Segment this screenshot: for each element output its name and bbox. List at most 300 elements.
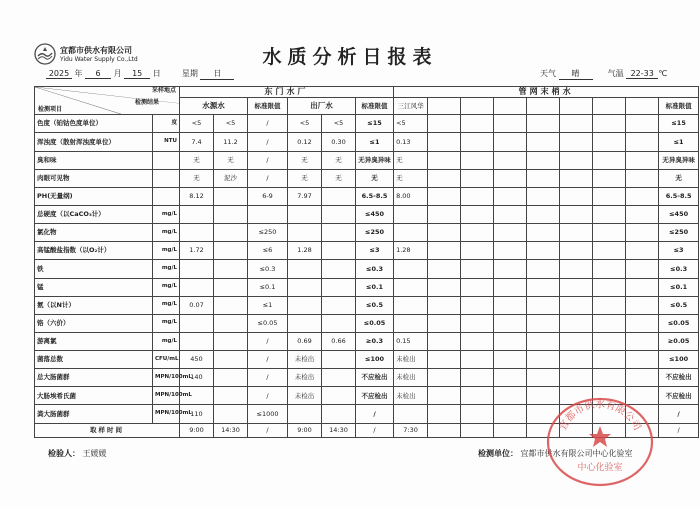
network-empty-cell bbox=[626, 314, 659, 332]
network-std: 无异臭异味 bbox=[659, 151, 699, 169]
plant-header: 东门水厂 bbox=[180, 87, 394, 98]
network-empty-cell bbox=[494, 387, 527, 405]
network-empty-cell bbox=[461, 314, 494, 332]
official-seal-stamp bbox=[541, 390, 659, 488]
item-name: 色度（铂钴色度单位） bbox=[35, 115, 153, 133]
network-empty-cell bbox=[494, 187, 527, 205]
table-row bbox=[35, 278, 699, 296]
table-row bbox=[35, 351, 699, 369]
std-header: 标准限值 bbox=[248, 98, 288, 115]
table-row bbox=[35, 242, 699, 260]
company-name-en: Yidu Water Supply Co.,Ltd bbox=[60, 56, 138, 63]
source-value-1: 无 bbox=[180, 169, 214, 187]
source-std: / bbox=[248, 151, 288, 169]
outlet-value-2 bbox=[322, 296, 356, 314]
source-value-2 bbox=[214, 260, 248, 278]
network-std: ≥0.05 bbox=[659, 332, 699, 350]
network-empty-cell bbox=[494, 133, 527, 151]
outlet-value-2 bbox=[322, 369, 356, 387]
outlet-std: ≤100 bbox=[356, 351, 394, 369]
outlet-value-1: 0.69 bbox=[288, 332, 322, 350]
item-unit bbox=[153, 187, 180, 205]
network-value-1: 8.00 bbox=[394, 187, 428, 205]
network-empty-cell bbox=[494, 405, 527, 423]
network-empty-cell bbox=[560, 242, 593, 260]
network-empty-cell bbox=[527, 369, 560, 387]
stamp-arc-text: 宜都市供水有限公司 bbox=[557, 399, 643, 433]
outlet-value-1: <5 bbox=[288, 115, 322, 133]
network-std: ≤1 bbox=[659, 133, 699, 151]
network-empty-cell bbox=[494, 224, 527, 242]
item-name: 菌落总数 bbox=[35, 351, 153, 369]
network-empty-cell bbox=[428, 314, 461, 332]
network-empty-cell bbox=[593, 115, 626, 133]
network-empty-cell bbox=[626, 351, 659, 369]
year-value: 2025 bbox=[46, 69, 72, 79]
network-empty-cell bbox=[527, 133, 560, 151]
table-row bbox=[35, 169, 699, 187]
date-line bbox=[46, 68, 234, 80]
item-unit: MPN/100mL bbox=[153, 405, 180, 423]
report-title: 水质分析日报表 bbox=[262, 46, 438, 68]
network-std: ≤0.1 bbox=[659, 278, 699, 296]
table-row bbox=[35, 260, 699, 278]
network-empty-cell bbox=[626, 169, 659, 187]
outlet-value-1: 1.28 bbox=[288, 242, 322, 260]
outlet-value-1: 无 bbox=[288, 151, 322, 169]
network-empty-cell bbox=[428, 133, 461, 151]
source-value-2 bbox=[214, 387, 248, 405]
network-empty-cell bbox=[560, 351, 593, 369]
network-empty-cell bbox=[461, 187, 494, 205]
table-row bbox=[35, 314, 699, 332]
day-label: 日 bbox=[152, 69, 161, 78]
network-empty-cell bbox=[428, 169, 461, 187]
table-row bbox=[35, 224, 699, 242]
source-value-2: 泥沙 bbox=[214, 169, 248, 187]
network-empty-cell bbox=[428, 296, 461, 314]
network-empty-cell bbox=[626, 332, 659, 350]
network-empty-cell bbox=[593, 205, 626, 223]
network-empty-cell bbox=[527, 187, 560, 205]
lab-label: 检测单位： bbox=[478, 449, 518, 458]
network-empty-cell bbox=[494, 351, 527, 369]
network-empty-cell bbox=[593, 151, 626, 169]
network-value-1: <5 bbox=[394, 115, 428, 133]
outlet-value-1 bbox=[288, 205, 322, 223]
site-header: 三江风华 bbox=[394, 98, 428, 115]
item-unit bbox=[153, 151, 180, 169]
source-value-2 bbox=[214, 351, 248, 369]
table-row bbox=[35, 187, 699, 205]
outlet-value-2 bbox=[322, 387, 356, 405]
corner-header bbox=[35, 87, 180, 115]
network-std: ≤250 bbox=[659, 224, 699, 242]
network-empty-cell bbox=[626, 369, 659, 387]
network-empty-cell bbox=[494, 260, 527, 278]
outlet-std: ≤250 bbox=[356, 224, 394, 242]
item-name: 铁 bbox=[35, 260, 153, 278]
item-name: 游离氯 bbox=[35, 332, 153, 350]
source-std: / bbox=[248, 351, 288, 369]
network-std: / bbox=[659, 405, 699, 423]
outlet-std: ≤0.05 bbox=[356, 314, 394, 332]
item-unit: MPN/100mL bbox=[153, 369, 180, 387]
source-header: 水源水 bbox=[180, 98, 248, 115]
outlet-std: ≤1 bbox=[356, 133, 394, 151]
outlet-std: ≤0.1 bbox=[356, 278, 394, 296]
network-empty-cell bbox=[461, 115, 494, 133]
std-header: 标准限值 bbox=[659, 98, 699, 115]
network-value-1: 未检出 bbox=[394, 387, 428, 405]
network-empty-cell bbox=[461, 151, 494, 169]
table-row bbox=[35, 133, 699, 151]
outlet-value-2 bbox=[322, 205, 356, 223]
network-empty-cell bbox=[428, 187, 461, 205]
network-empty-cell bbox=[527, 332, 560, 350]
source-std: / bbox=[248, 169, 288, 187]
network-empty-cell bbox=[626, 133, 659, 151]
outlet-std: 不应检出 bbox=[356, 387, 394, 405]
item-unit: mg/L bbox=[153, 296, 180, 314]
outlet-value-1 bbox=[288, 278, 322, 296]
source-value-1 bbox=[180, 278, 214, 296]
network-std: ≤0.5 bbox=[659, 296, 699, 314]
stamp-star-icon bbox=[589, 426, 611, 447]
source-std: / bbox=[248, 332, 288, 350]
water-quality-table bbox=[34, 86, 699, 438]
network-value-1 bbox=[394, 314, 428, 332]
outlet-value-2 bbox=[322, 351, 356, 369]
network-value-1: 0.15 bbox=[394, 332, 428, 350]
network-empty-cell bbox=[527, 205, 560, 223]
source-std: / bbox=[248, 133, 288, 151]
network-value-1 bbox=[394, 296, 428, 314]
item-name: 臭和味 bbox=[35, 151, 153, 169]
month-label: 月 bbox=[113, 69, 122, 78]
network-empty-cell bbox=[593, 187, 626, 205]
network-std: ≤450 bbox=[659, 205, 699, 223]
source-value-1: 0.07 bbox=[180, 296, 214, 314]
network-empty-cell bbox=[428, 369, 461, 387]
network-empty-cell bbox=[428, 224, 461, 242]
network-empty-cell bbox=[494, 314, 527, 332]
source-std: ≤0.3 bbox=[248, 260, 288, 278]
network-empty-cell bbox=[461, 405, 494, 423]
network-empty-cell bbox=[593, 169, 626, 187]
item-unit bbox=[153, 169, 180, 187]
day-value: 15 bbox=[124, 69, 150, 79]
time-outlet-2: 14:30 bbox=[322, 423, 356, 437]
outlet-value-1: 0.12 bbox=[288, 133, 322, 151]
network-empty-cell bbox=[560, 205, 593, 223]
source-value-1: 1.72 bbox=[180, 242, 214, 260]
outlet-value-1 bbox=[288, 405, 322, 423]
source-value-1: 8.12 bbox=[180, 187, 214, 205]
network-empty-cell bbox=[494, 278, 527, 296]
item-unit: CFU/mL bbox=[153, 351, 180, 369]
network-empty-cell bbox=[560, 369, 593, 387]
inspector-line bbox=[48, 448, 107, 459]
network-empty-cell bbox=[593, 133, 626, 151]
outlet-value-2 bbox=[322, 405, 356, 423]
outlet-std: 无异臭异味 bbox=[356, 151, 394, 169]
network-value-1: 1.28 bbox=[394, 242, 428, 260]
source-value-1: 140 bbox=[180, 369, 214, 387]
network-empty-cell bbox=[494, 242, 527, 260]
network-empty-cell bbox=[593, 314, 626, 332]
network-empty-cell bbox=[593, 296, 626, 314]
network-empty-cell bbox=[560, 314, 593, 332]
source-value-2 bbox=[214, 314, 248, 332]
item-name: 肉眼可见物 bbox=[35, 169, 153, 187]
temp-label: 气温 bbox=[607, 69, 624, 78]
network-empty-cell bbox=[428, 351, 461, 369]
network-empty-cell bbox=[527, 351, 560, 369]
time-outlet-1: 9:00 bbox=[288, 423, 322, 437]
network-empty-cell bbox=[560, 296, 593, 314]
network-empty-cell bbox=[560, 133, 593, 151]
header-row-1 bbox=[35, 87, 699, 98]
source-value-2 bbox=[214, 278, 248, 296]
source-std bbox=[248, 205, 288, 223]
network-value-1: 无 bbox=[394, 169, 428, 187]
source-value-1 bbox=[180, 260, 214, 278]
source-std: / bbox=[248, 387, 288, 405]
outlet-value-2: <5 bbox=[322, 115, 356, 133]
network-empty-cell bbox=[593, 332, 626, 350]
network-std: 无 bbox=[659, 169, 699, 187]
time-network-1: 7:30 bbox=[394, 423, 428, 437]
network-empty-cell bbox=[527, 296, 560, 314]
item-name: 总大肠菌群 bbox=[35, 369, 153, 387]
stamp-bottom-text: 中心化验室 bbox=[577, 463, 623, 473]
network-empty-cell bbox=[527, 224, 560, 242]
network-std: ≤3 bbox=[659, 242, 699, 260]
network-empty-cell bbox=[428, 115, 461, 133]
network-empty-cell bbox=[461, 351, 494, 369]
source-value-2 bbox=[214, 242, 248, 260]
network-empty-cell bbox=[461, 205, 494, 223]
network-empty-cell bbox=[626, 278, 659, 296]
source-value-1 bbox=[180, 332, 214, 350]
network-value-1 bbox=[394, 224, 428, 242]
network-empty-cell bbox=[461, 369, 494, 387]
network-value-1: 无 bbox=[394, 151, 428, 169]
item-name: 粪大肠菌群 bbox=[35, 405, 153, 423]
item-name: 总硬度（以CaCO₃计） bbox=[35, 205, 153, 223]
source-value-1 bbox=[180, 224, 214, 242]
source-std: / bbox=[248, 115, 288, 133]
network-empty-cell bbox=[461, 387, 494, 405]
source-std: ≤250 bbox=[248, 224, 288, 242]
month-value: 6 bbox=[85, 69, 111, 79]
network-empty-cell bbox=[560, 169, 593, 187]
item-unit: mg/L bbox=[153, 260, 180, 278]
source-std: ≤6 bbox=[248, 242, 288, 260]
network-empty-cell bbox=[461, 423, 494, 437]
source-value-2: 11.2 bbox=[214, 133, 248, 151]
network-empty-cell bbox=[593, 369, 626, 387]
network-empty-cell bbox=[560, 151, 593, 169]
table-row bbox=[35, 296, 699, 314]
network-empty-cell bbox=[593, 278, 626, 296]
network-empty-cell bbox=[461, 260, 494, 278]
network-std: ≤0.05 bbox=[659, 314, 699, 332]
outlet-value-1: 未检出 bbox=[288, 351, 322, 369]
network-empty-cell bbox=[560, 187, 593, 205]
item-unit: 度 bbox=[153, 115, 180, 133]
item-unit: mg/L bbox=[153, 314, 180, 332]
source-value-2 bbox=[214, 187, 248, 205]
network-empty-cell bbox=[527, 242, 560, 260]
network-value-1: 未检出 bbox=[394, 351, 428, 369]
outlet-value-2: 0.66 bbox=[322, 332, 356, 350]
item-name: 锰 bbox=[35, 278, 153, 296]
source-std: ≤1 bbox=[248, 296, 288, 314]
source-value-1: 7.4 bbox=[180, 133, 214, 151]
source-value-1: <5 bbox=[180, 115, 214, 133]
network-empty-cell bbox=[461, 133, 494, 151]
network-empty-cell bbox=[494, 115, 527, 133]
network-empty-cell bbox=[494, 332, 527, 350]
company-name-cn: 宜都市供水有限公司 bbox=[60, 46, 132, 55]
item-name: PH(无量纲) bbox=[35, 187, 153, 205]
network-std: ≤0.3 bbox=[659, 260, 699, 278]
weekday-value: 日 bbox=[200, 68, 234, 80]
outlet-value-2 bbox=[322, 187, 356, 205]
item-name: 氨（以N计） bbox=[35, 296, 153, 314]
time-source-std: / bbox=[248, 423, 288, 437]
source-std: ≤1000 bbox=[248, 405, 288, 423]
table-row bbox=[35, 369, 699, 387]
network-value-1 bbox=[394, 205, 428, 223]
item-name: 高锰酸盐指数（以O₂计） bbox=[35, 242, 153, 260]
network-empty-cell bbox=[527, 151, 560, 169]
network-std: ≤15 bbox=[659, 115, 699, 133]
time-source-2: 14:30 bbox=[214, 423, 248, 437]
network-empty-cell bbox=[626, 205, 659, 223]
network-empty-cell bbox=[593, 242, 626, 260]
outlet-std: 6.5-8.5 bbox=[356, 187, 394, 205]
outlet-header: 出厂水 bbox=[288, 98, 356, 115]
time-network-std: / bbox=[659, 423, 699, 437]
lab-name: 宜都市供水有限公司中心化验室 bbox=[520, 449, 633, 458]
network-empty-cell bbox=[494, 369, 527, 387]
weather-value: 晴 bbox=[559, 68, 593, 80]
network-header: 管网末梢水 bbox=[394, 87, 699, 98]
outlet-value-2: 无 bbox=[322, 151, 356, 169]
outlet-std: ≤450 bbox=[356, 205, 394, 223]
source-value-1 bbox=[180, 314, 214, 332]
outlet-std: ≤0.5 bbox=[356, 296, 394, 314]
outlet-std: 无 bbox=[356, 169, 394, 187]
network-empty-cell bbox=[626, 296, 659, 314]
corner-bottom-label: 检测项目 bbox=[38, 105, 63, 113]
outlet-value-1: 无 bbox=[288, 169, 322, 187]
outlet-value-2 bbox=[322, 260, 356, 278]
item-unit: mg/L bbox=[153, 224, 180, 242]
network-empty-cell bbox=[428, 332, 461, 350]
item-name: 铬（六价） bbox=[35, 314, 153, 332]
network-empty-cell bbox=[428, 151, 461, 169]
sampling-time-label: 取样时间 bbox=[35, 423, 180, 437]
network-empty-cell bbox=[494, 205, 527, 223]
weather-label: 天气 bbox=[540, 69, 556, 78]
time-outlet-std: / bbox=[356, 423, 394, 437]
network-empty-cell bbox=[494, 296, 527, 314]
source-value-2: <5 bbox=[214, 115, 248, 133]
network-empty-cell bbox=[428, 205, 461, 223]
network-empty-cell bbox=[494, 169, 527, 187]
corner-mid-label: 检测结果 bbox=[134, 99, 159, 106]
network-empty-cell bbox=[428, 423, 461, 437]
network-empty-cell bbox=[593, 260, 626, 278]
network-empty-cell bbox=[428, 278, 461, 296]
source-value-2 bbox=[214, 205, 248, 223]
network-std: 不应检出 bbox=[659, 369, 699, 387]
source-std: ≤0.05 bbox=[248, 314, 288, 332]
source-std: 6-9 bbox=[248, 187, 288, 205]
corner-top-label: 采样地点 bbox=[151, 87, 176, 94]
source-value-1 bbox=[180, 205, 214, 223]
network-empty-cell bbox=[626, 151, 659, 169]
weather-line bbox=[540, 68, 667, 80]
network-empty-cell bbox=[494, 423, 527, 437]
network-empty-cell bbox=[461, 278, 494, 296]
source-std: ≤0.1 bbox=[248, 278, 288, 296]
network-empty-cell bbox=[461, 224, 494, 242]
source-value-2 bbox=[214, 332, 248, 350]
source-value-2 bbox=[214, 405, 248, 423]
outlet-std: ≥0.3 bbox=[356, 332, 394, 350]
item-unit: MPN/100mL bbox=[153, 387, 180, 405]
network-empty-cell bbox=[560, 278, 593, 296]
source-value-2 bbox=[214, 296, 248, 314]
network-empty-cell bbox=[593, 224, 626, 242]
item-name: 大肠埃希氏菌 bbox=[35, 387, 153, 405]
outlet-value-2 bbox=[322, 242, 356, 260]
network-empty-cell bbox=[626, 187, 659, 205]
outlet-value-1 bbox=[288, 224, 322, 242]
network-empty-cell bbox=[593, 351, 626, 369]
outlet-std: ≤0.3 bbox=[356, 260, 394, 278]
network-value-1 bbox=[394, 278, 428, 296]
network-empty-cell bbox=[461, 169, 494, 187]
inspector-label: 检验人： bbox=[48, 449, 80, 458]
network-empty-cell bbox=[494, 151, 527, 169]
network-std: 6.5-8.5 bbox=[659, 187, 699, 205]
network-empty-cell bbox=[626, 224, 659, 242]
network-value-1 bbox=[394, 260, 428, 278]
network-value-1: 未检出 bbox=[394, 369, 428, 387]
year-label: 年 bbox=[74, 69, 83, 78]
outlet-std: ≤15 bbox=[356, 115, 394, 133]
source-value-1: 无 bbox=[180, 151, 214, 169]
outlet-std: / bbox=[356, 405, 394, 423]
network-empty-cell bbox=[461, 296, 494, 314]
std-header: 标准限值 bbox=[356, 98, 394, 115]
source-value-2: 无 bbox=[214, 151, 248, 169]
outlet-std: ≤3 bbox=[356, 242, 394, 260]
network-empty-cell bbox=[527, 169, 560, 187]
source-value-1: 110 bbox=[180, 405, 214, 423]
item-unit: NTU bbox=[153, 133, 180, 151]
item-unit: mg/L bbox=[153, 278, 180, 296]
inspector-name: 王媛媛 bbox=[82, 449, 107, 458]
outlet-value-2 bbox=[322, 314, 356, 332]
network-empty-cell bbox=[527, 278, 560, 296]
